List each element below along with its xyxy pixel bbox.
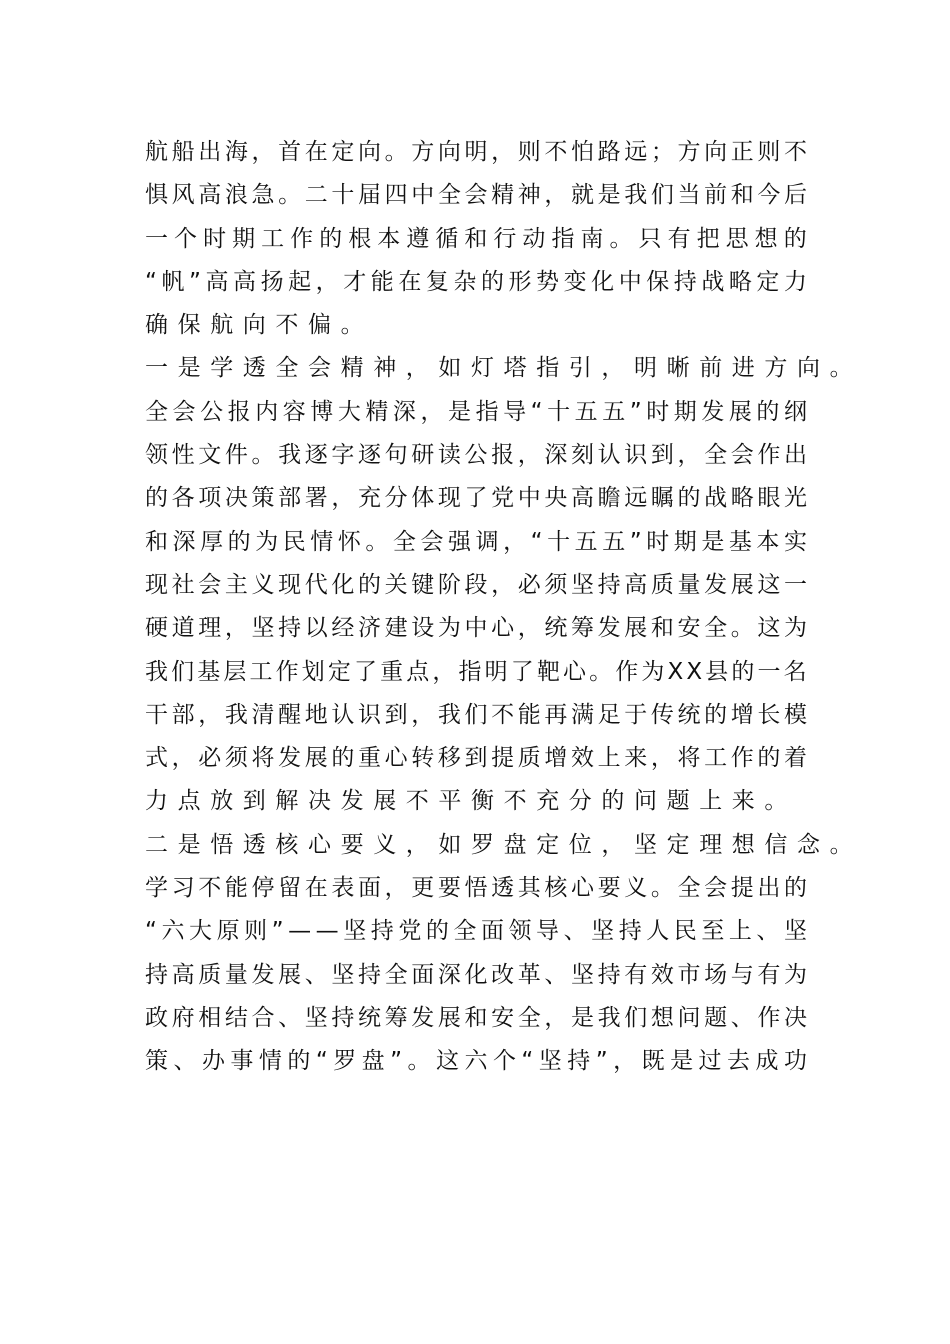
text-line: 惧 风 高 浪 急 。 二 十 届 四 中 全 会 精 神 ， 就 是 我 们 当 前 和 今 后 <box>145 182 807 209</box>
text-line: 政 府 相 结 合 、 坚 持 统 筹 发 展 和 安 全 ， 是 我 们 想 问 题 、 作 决 <box>145 1004 807 1031</box>
text-line: 的 各 项 决 策 部 署 ， 充 分 体 现 了 党 中 央 高 瞻 远 瞩 的 战 略 眼 光 <box>145 485 807 512</box>
text-line: 策 、 办 事 情 的 “ 罗 盘 ” 。 这 六 个 “ 坚 持 ” ， 既 是 过 去 成 功 <box>145 1048 807 1075</box>
text-line: 学 习 不 能 停 留 在 表 面 ， 更 要 悟 透 其 核 心 要 义 。 全 会 提 出 的 <box>145 875 807 902</box>
text-line: “ 帆 ” 高 高 扬 起 ， 才 能 在 复 杂 的 形 势 变 化 中 保 持 战 略 定 力 <box>145 268 807 295</box>
text-line: 确保航向不偏。 <box>145 312 374 339</box>
text-line: “ 六 大 原 则 ” — — 坚 持 党 的 全 面 领 导 、 坚 持 人 民 至 上 、 坚 <box>145 918 807 945</box>
text-line: 和 深 厚 的 为 民 情 怀 。 全 会 强 调 ， “ 十 五 五 ” 时 期 是 基 本 实 <box>145 528 807 555</box>
text-line: 一 个 时 期 工 作 的 根 本 遵 循 和 行 动 指 南 。 只 有 把 思 想 的 <box>145 225 807 252</box>
heading-line: 二是悟透核心要义，如罗盘定位，坚定理想信念。 <box>145 831 863 858</box>
section-heading-1 <box>145 347 863 390</box>
section-heading-2 <box>145 824 863 867</box>
text-line: 领 性 文 件 。 我 逐 字 逐 句 研 读 公 报 ， 深 刻 认 识 到 ， 全 会 作 出 <box>145 442 807 469</box>
text-line: 式 ， 必 须 将 发 展 的 重 心 转 移 到 提 质 增 效 上 来 ， 将 工 作 的 着 <box>145 745 807 772</box>
text-line: 我 们 基 层 工 作 划 定 了 重 点 ， 指 明 了 靶 心 。 作 为 X X 县 的 一 名 <box>145 658 807 685</box>
text-line: 现 社 会 主 义 现 代 化 的 关 键 阶 段 ， 必 须 坚 持 高 质 量 发 展 这 一 <box>145 571 807 598</box>
text-line: 力点放到解决发展不平衡不充分的问题上来。 <box>145 788 797 815</box>
section-1-paragraph <box>145 391 807 824</box>
intro-paragraph <box>145 131 807 347</box>
heading-line: 一是学透全会精神，如灯塔指引，明晰前进方向。 <box>145 355 863 382</box>
section-2-paragraph <box>145 867 807 1083</box>
text-line: 干 部 ， 我 清 醒 地 认 识 到 ， 我 们 不 能 再 满 足 于 传 统 的 增 长 模 <box>145 701 807 728</box>
document-body <box>145 131 863 1084</box>
text-line: 航 船 出 海 ， 首 在 定 向 。 方 向 明 ， 则 不 怕 路 远 ； 方 向 正 则 不 <box>145 139 807 165</box>
text-line: 全 会 公 报 内 容 博 大 精 深 ， 是 指 导 “ 十 五 五 ” 时 期 发 展 的 纲 <box>145 398 807 425</box>
text-line: 硬 道 理 ， 坚 持 以 经 济 建 设 为 中 心 ， 统 筹 发 展 和 安 全 。 这 为 <box>145 615 807 642</box>
text-line: 持 高 质 量 发 展 、 坚 持 全 面 深 化 改 革 、 坚 持 有 效 市 场 与 有 为 <box>145 961 807 988</box>
